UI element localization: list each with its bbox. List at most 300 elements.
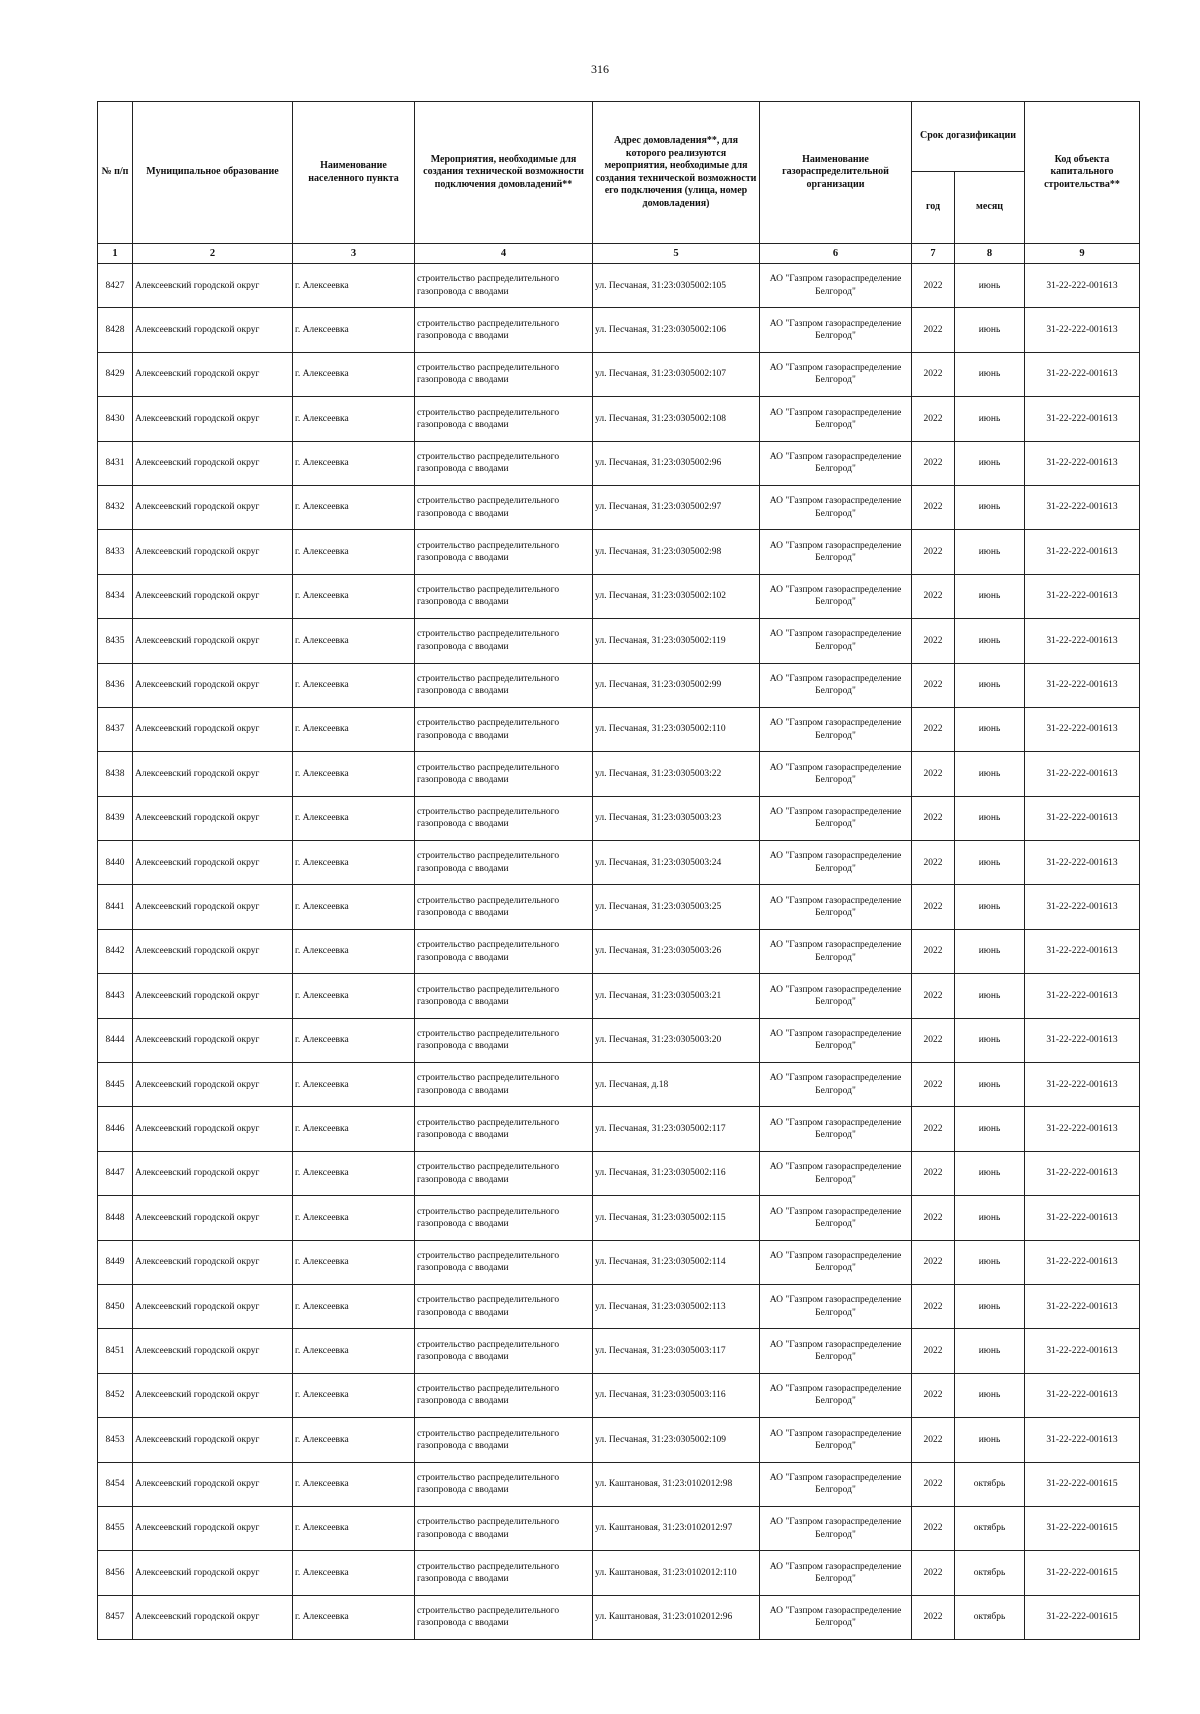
cell-settlement: г. Алексеевка [293,619,415,663]
header-year: год [912,172,955,244]
cell-settlement: г. Алексеевка [293,1284,415,1328]
gasification-table [97,101,1140,1640]
cell-year: 2022 [912,1063,955,1107]
cell-municipality: Алексеевский городской округ [133,841,293,885]
cell-org: АО "Газпром газораспределение Белгород" [760,1373,912,1417]
cell-settlement: г. Алексеевка [293,1506,415,1550]
cell-settlement: г. Алексеевка [293,1018,415,1062]
cell-code: 31-22-222-001613 [1025,752,1140,796]
cell-org: АО "Газпром газораспределение Белгород" [760,929,912,973]
cell-address: ул. Песчаная, 31:23:0305003:26 [593,929,760,973]
cell-municipality: Алексеевский городской округ [133,707,293,751]
cell-month: июнь [955,1329,1025,1373]
cell-month: июнь [955,841,1025,885]
header-term: Срок догазификации [912,102,1025,172]
cell-month: июнь [955,929,1025,973]
col-number: 3 [293,244,415,264]
cell-year: 2022 [912,707,955,751]
cell-municipality: Алексеевский городской округ [133,530,293,574]
cell-month: июнь [955,530,1025,574]
cell-year: 2022 [912,1329,955,1373]
col-number: 4 [415,244,593,264]
cell-settlement: г. Алексеевка [293,885,415,929]
table-row [98,663,1140,707]
cell-code: 31-22-222-001613 [1025,1063,1140,1107]
cell-org: АО "Газпром газораспределение Белгород" [760,619,912,663]
cell-address: ул. Песчаная, 31:23:0305002:113 [593,1284,760,1328]
cell-code: 31-22-222-001613 [1025,796,1140,840]
cell-code: 31-22-222-001613 [1025,485,1140,529]
cell-measures: строительство распределительного газопровода с вводами [415,974,593,1018]
cell-month: июнь [955,796,1025,840]
cell-address: ул. Песчаная, 31:23:0305003:25 [593,885,760,929]
cell-address: ул. Песчаная, 31:23:0305002:117 [593,1107,760,1151]
cell-month: июнь [955,441,1025,485]
cell-month: октябрь [955,1551,1025,1595]
cell-measures: строительство распределительного газопровода с вводами [415,1373,593,1417]
cell-month: июнь [955,485,1025,529]
cell-month: июнь [955,752,1025,796]
table-row [98,264,1140,308]
cell-municipality: Алексеевский городской округ [133,1506,293,1550]
cell-measures: строительство распределительного газопровода с вводами [415,1196,593,1240]
table-row [98,1240,1140,1284]
cell-settlement: г. Алексеевка [293,1373,415,1417]
cell-year: 2022 [912,574,955,618]
table-row [98,1018,1140,1062]
cell-address: ул. Песчаная, 31:23:0305002:106 [593,308,760,352]
cell-year: 2022 [912,1151,955,1195]
cell-municipality: Алексеевский городской округ [133,1595,293,1639]
cell-org: АО "Газпром газораспределение Белгород" [760,1506,912,1550]
header-settlement: Наименование населенного пункта [293,102,415,244]
cell-measures: строительство распределительного газопровода с вводами [415,707,593,751]
cell-settlement: г. Алексеевка [293,974,415,1018]
cell-num: 8447 [98,1151,133,1195]
cell-municipality: Алексеевский городской округ [133,885,293,929]
cell-address: ул. Песчаная, 31:23:0305002:119 [593,619,760,663]
cell-measures: строительство распределительного газопровода с вводами [415,1418,593,1462]
cell-org: АО "Газпром газораспределение Белгород" [760,485,912,529]
cell-org: АО "Газпром газораспределение Белгород" [760,1240,912,1284]
cell-num: 8454 [98,1462,133,1506]
cell-org: АО "Газпром газораспределение Белгород" [760,1063,912,1107]
cell-month: июнь [955,574,1025,618]
cell-measures: строительство распределительного газопровода с вводами [415,1018,593,1062]
table-row [98,1418,1140,1462]
cell-org: АО "Газпром газораспределение Белгород" [760,1551,912,1595]
cell-num: 8427 [98,264,133,308]
cell-year: 2022 [912,1018,955,1062]
cell-address: ул. Каштановая, 31:23:0102012:96 [593,1595,760,1639]
cell-settlement: г. Алексеевка [293,929,415,973]
cell-num: 8438 [98,752,133,796]
cell-code: 31-22-222-001615 [1025,1595,1140,1639]
cell-municipality: Алексеевский городской округ [133,974,293,1018]
cell-code: 31-22-222-001613 [1025,352,1140,396]
cell-code: 31-22-222-001613 [1025,264,1140,308]
cell-num: 8430 [98,397,133,441]
cell-month: июнь [955,707,1025,751]
cell-code: 31-22-222-001613 [1025,1196,1140,1240]
cell-municipality: Алексеевский городской округ [133,1107,293,1151]
cell-measures: строительство распределительного газопровода с вводами [415,264,593,308]
table-row [98,308,1140,352]
cell-num: 8441 [98,885,133,929]
cell-org: АО "Газпром газораспределение Белгород" [760,574,912,618]
cell-year: 2022 [912,841,955,885]
header-address: Адрес домовладения**, для которого реализуются мероприятия, необходимые для создания технической возможности его подключения (улица, номер домовладения) [593,102,760,244]
cell-measures: строительство распределительного газопровода с вводами [415,1284,593,1328]
cell-year: 2022 [912,1284,955,1328]
cell-settlement: г. Алексеевка [293,397,415,441]
cell-measures: строительство распределительного газопровода с вводами [415,1329,593,1373]
table-row [98,707,1140,751]
cell-year: 2022 [912,796,955,840]
cell-settlement: г. Алексеевка [293,1329,415,1373]
cell-year: 2022 [912,663,955,707]
cell-address: ул. Песчаная, 31:23:0305003:21 [593,974,760,1018]
cell-year: 2022 [912,1506,955,1550]
cell-org: АО "Газпром газораспределение Белгород" [760,1284,912,1328]
cell-month: июнь [955,885,1025,929]
table-row [98,841,1140,885]
col-number: 9 [1025,244,1140,264]
cell-org: АО "Газпром газораспределение Белгород" [760,1595,912,1639]
cell-code: 31-22-222-001613 [1025,1240,1140,1284]
cell-code: 31-22-222-001613 [1025,1107,1140,1151]
cell-settlement: г. Алексеевка [293,352,415,396]
cell-year: 2022 [912,1418,955,1462]
cell-code: 31-22-222-001613 [1025,974,1140,1018]
cell-year: 2022 [912,929,955,973]
cell-code: 31-22-222-001613 [1025,1329,1140,1373]
page-number: 316 [591,62,609,76]
cell-org: АО "Газпром газораспределение Белгород" [760,530,912,574]
cell-measures: строительство распределительного газопровода с вводами [415,485,593,529]
cell-code: 31-22-222-001615 [1025,1462,1140,1506]
table-row [98,530,1140,574]
cell-settlement: г. Алексеевка [293,264,415,308]
cell-measures: строительство распределительного газопровода с вводами [415,796,593,840]
table-row [98,441,1140,485]
table-row [98,397,1140,441]
cell-municipality: Алексеевский городской округ [133,1284,293,1328]
cell-municipality: Алексеевский городской округ [133,308,293,352]
cell-code: 31-22-222-001613 [1025,929,1140,973]
cell-year: 2022 [912,1107,955,1151]
cell-num: 8445 [98,1063,133,1107]
cell-municipality: Алексеевский городской округ [133,441,293,485]
cell-measures: строительство распределительного газопровода с вводами [415,441,593,485]
table-row [98,752,1140,796]
cell-month: июнь [955,264,1025,308]
table-row [98,1506,1140,1550]
cell-org: АО "Газпром газораспределение Белгород" [760,1196,912,1240]
cell-code: 31-22-222-001615 [1025,1506,1140,1550]
cell-address: ул. Песчаная, 31:23:0305003:116 [593,1373,760,1417]
cell-measures: строительство распределительного газопровода с вводами [415,530,593,574]
cell-month: июнь [955,1240,1025,1284]
cell-settlement: г. Алексеевка [293,752,415,796]
cell-org: АО "Газпром газораспределение Белгород" [760,308,912,352]
cell-address: ул. Песчаная, 31:23:0305003:117 [593,1329,760,1373]
cell-municipality: Алексеевский городской округ [133,929,293,973]
cell-code: 31-22-222-001613 [1025,619,1140,663]
cell-measures: строительство распределительного газопровода с вводами [415,574,593,618]
cell-year: 2022 [912,752,955,796]
cell-address: ул. Песчаная, 31:23:0305002:105 [593,264,760,308]
cell-org: АО "Газпром газораспределение Белгород" [760,441,912,485]
cell-org: АО "Газпром газораспределение Белгород" [760,1462,912,1506]
cell-num: 8452 [98,1373,133,1417]
cell-month: июнь [955,1196,1025,1240]
cell-org: АО "Газпром газораспределение Белгород" [760,974,912,1018]
cell-settlement: г. Алексеевка [293,530,415,574]
cell-municipality: Алексеевский городской округ [133,1196,293,1240]
table-row [98,619,1140,663]
header-measures: Мероприятия, необходимые для создания технической возможности подключения домовладений** [415,102,593,244]
table-row [98,485,1140,529]
cell-settlement: г. Алексеевка [293,441,415,485]
cell-code: 31-22-222-001613 [1025,574,1140,618]
cell-measures: строительство распределительного газопровода с вводами [415,1462,593,1506]
cell-code: 31-22-222-001613 [1025,707,1140,751]
cell-settlement: г. Алексеевка [293,1462,415,1506]
cell-address: ул. Песчаная, 31:23:0305003:24 [593,841,760,885]
cell-measures: строительство распределительного газопровода с вводами [415,1063,593,1107]
header-num: № п/п [98,102,133,244]
cell-code: 31-22-222-001613 [1025,1373,1140,1417]
cell-num: 8449 [98,1240,133,1284]
cell-address: ул. Песчаная, 31:23:0305002:107 [593,352,760,396]
cell-num: 8436 [98,663,133,707]
cell-month: июнь [955,1373,1025,1417]
table-row [98,885,1140,929]
cell-measures: строительство распределительного газопровода с вводами [415,1151,593,1195]
cell-municipality: Алексеевский городской округ [133,1329,293,1373]
cell-num: 8440 [98,841,133,885]
cell-month: июнь [955,1151,1025,1195]
cell-address: ул. Песчаная, 31:23:0305002:114 [593,1240,760,1284]
cell-municipality: Алексеевский городской округ [133,352,293,396]
col-number: 5 [593,244,760,264]
cell-address: ул. Песчаная, 31:23:0305002:97 [593,485,760,529]
cell-settlement: г. Алексеевка [293,1151,415,1195]
cell-address: ул. Песчаная, 31:23:0305003:22 [593,752,760,796]
cell-code: 31-22-222-001613 [1025,885,1140,929]
cell-measures: строительство распределительного газопровода с вводами [415,663,593,707]
cell-settlement: г. Алексеевка [293,663,415,707]
cell-month: июнь [955,1063,1025,1107]
cell-address: ул. Песчаная, 31:23:0305002:96 [593,441,760,485]
cell-municipality: Алексеевский городской округ [133,752,293,796]
table-row [98,796,1140,840]
cell-year: 2022 [912,1595,955,1639]
cell-month: июнь [955,308,1025,352]
cell-num: 8453 [98,1418,133,1462]
cell-settlement: г. Алексеевка [293,841,415,885]
cell-num: 8433 [98,530,133,574]
cell-code: 31-22-222-001613 [1025,663,1140,707]
cell-settlement: г. Алексеевка [293,707,415,751]
cell-address: ул. Песчаная, 31:23:0305002:108 [593,397,760,441]
cell-org: АО "Газпром газораспределение Белгород" [760,1329,912,1373]
cell-municipality: Алексеевский городской округ [133,1462,293,1506]
header-month: месяц [955,172,1025,244]
cell-year: 2022 [912,352,955,396]
table-row [98,574,1140,618]
cell-address: ул. Каштановая, 31:23:0102012:98 [593,1462,760,1506]
cell-num: 8432 [98,485,133,529]
header-municipality: Муниципальное образование [133,102,293,244]
cell-org: АО "Газпром газораспределение Белгород" [760,1151,912,1195]
table-row [98,1462,1140,1506]
cell-year: 2022 [912,1240,955,1284]
cell-month: июнь [955,663,1025,707]
cell-code: 31-22-222-001613 [1025,308,1140,352]
cell-num: 8451 [98,1329,133,1373]
cell-year: 2022 [912,1551,955,1595]
cell-num: 8457 [98,1595,133,1639]
table-row [98,352,1140,396]
cell-month: октябрь [955,1462,1025,1506]
cell-address: ул. Песчаная, 31:23:0305002:102 [593,574,760,618]
cell-measures: строительство распределительного газопровода с вводами [415,885,593,929]
cell-num: 8443 [98,974,133,1018]
cell-year: 2022 [912,885,955,929]
cell-address: ул. Песчаная, 31:23:0305003:23 [593,796,760,840]
cell-num: 8455 [98,1506,133,1550]
table-row [98,974,1140,1018]
cell-month: июнь [955,1018,1025,1062]
cell-num: 8442 [98,929,133,973]
cell-code: 31-22-222-001613 [1025,397,1140,441]
cell-num: 8435 [98,619,133,663]
header-code: Код объекта капитального строительства** [1025,102,1140,244]
cell-settlement: г. Алексеевка [293,308,415,352]
cell-settlement: г. Алексеевка [293,485,415,529]
cell-month: октябрь [955,1595,1025,1639]
cell-municipality: Алексеевский городской округ [133,397,293,441]
cell-num: 8431 [98,441,133,485]
cell-year: 2022 [912,1196,955,1240]
cell-measures: строительство распределительного газопровода с вводами [415,1506,593,1550]
cell-measures: строительство распределительного газопровода с вводами [415,1240,593,1284]
cell-municipality: Алексеевский городской округ [133,1551,293,1595]
cell-num: 8437 [98,707,133,751]
col-number: 2 [133,244,293,264]
cell-num: 8428 [98,308,133,352]
cell-year: 2022 [912,1373,955,1417]
cell-municipality: Алексеевский городской округ [133,264,293,308]
cell-address: ул. Песчаная, 31:23:0305002:115 [593,1196,760,1240]
cell-settlement: г. Алексеевка [293,1240,415,1284]
cell-year: 2022 [912,974,955,1018]
cell-year: 2022 [912,1462,955,1506]
cell-org: АО "Газпром газораспределение Белгород" [760,752,912,796]
cell-measures: строительство распределительного газопровода с вводами [415,1551,593,1595]
cell-municipality: Алексеевский городской округ [133,619,293,663]
cell-year: 2022 [912,397,955,441]
cell-settlement: г. Алексеевка [293,574,415,618]
cell-municipality: Алексеевский городской округ [133,1151,293,1195]
table-row [98,1595,1140,1639]
cell-num: 8434 [98,574,133,618]
cell-org: АО "Газпром газораспределение Белгород" [760,1018,912,1062]
cell-year: 2022 [912,485,955,529]
cell-code: 31-22-222-001613 [1025,1284,1140,1328]
cell-municipality: Алексеевский городской округ [133,1063,293,1107]
cell-municipality: Алексеевский городской округ [133,663,293,707]
cell-org: АО "Газпром газораспределение Белгород" [760,397,912,441]
header-org: Наименование газораспределительной организации [760,102,912,244]
cell-address: ул. Песчаная, 31:23:0305002:98 [593,530,760,574]
cell-measures: строительство распределительного газопровода с вводами [415,841,593,885]
cell-address: ул. Песчаная, д.18 [593,1063,760,1107]
col-number: 1 [98,244,133,264]
table-row [98,929,1140,973]
cell-settlement: г. Алексеевка [293,1063,415,1107]
cell-address: ул. Песчаная, 31:23:0305002:116 [593,1151,760,1195]
table-row [98,1329,1140,1373]
cell-code: 31-22-222-001613 [1025,441,1140,485]
cell-org: АО "Газпром газораспределение Белгород" [760,264,912,308]
cell-year: 2022 [912,308,955,352]
cell-measures: строительство распределительного газопровода с вводами [415,352,593,396]
cell-settlement: г. Алексеевка [293,1551,415,1595]
cell-month: июнь [955,1284,1025,1328]
table-header [98,102,1140,264]
col-number: 6 [760,244,912,264]
table-row [98,1151,1140,1195]
cell-municipality: Алексеевский городской округ [133,485,293,529]
cell-month: июнь [955,1418,1025,1462]
cell-municipality: Алексеевский городской округ [133,1373,293,1417]
cell-code: 31-22-222-001613 [1025,1418,1140,1462]
cell-year: 2022 [912,264,955,308]
table-row [98,1196,1140,1240]
cell-num: 8444 [98,1018,133,1062]
cell-month: июнь [955,974,1025,1018]
cell-org: АО "Газпром газораспределение Белгород" [760,796,912,840]
cell-measures: строительство распределительного газопровода с вводами [415,752,593,796]
col-number: 8 [955,244,1025,264]
cell-org: АО "Газпром газораспределение Белгород" [760,885,912,929]
cell-measures: строительство распределительного газопровода с вводами [415,929,593,973]
table-row [98,1373,1140,1417]
cell-code: 31-22-222-001615 [1025,1551,1140,1595]
cell-measures: строительство распределительного газопровода с вводами [415,1107,593,1151]
table-row [98,1063,1140,1107]
cell-num: 8456 [98,1551,133,1595]
cell-address: ул. Песчаная, 31:23:0305003:20 [593,1018,760,1062]
cell-code: 31-22-222-001613 [1025,1151,1140,1195]
cell-municipality: Алексеевский городской округ [133,1418,293,1462]
col-number: 7 [912,244,955,264]
cell-num: 8429 [98,352,133,396]
cell-month: октябрь [955,1506,1025,1550]
cell-municipality: Алексеевский городской округ [133,796,293,840]
table-row [98,1551,1140,1595]
cell-month: июнь [955,1107,1025,1151]
column-number-row [98,244,1140,264]
table-body [98,264,1140,1640]
cell-num: 8446 [98,1107,133,1151]
cell-municipality: Алексеевский городской округ [133,1240,293,1284]
cell-org: АО "Газпром газораспределение Белгород" [760,352,912,396]
cell-measures: строительство распределительного газопровода с вводами [415,619,593,663]
